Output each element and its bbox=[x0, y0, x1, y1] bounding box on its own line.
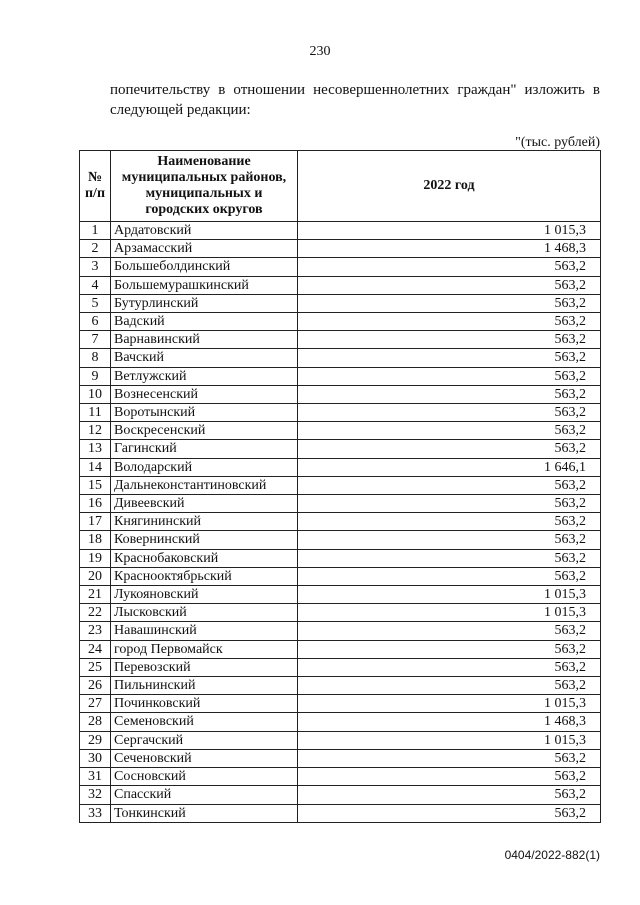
row-value: 563,2 bbox=[298, 313, 601, 331]
table-row bbox=[80, 677, 601, 695]
table-row bbox=[80, 222, 601, 240]
row-name: Тонкинский bbox=[111, 804, 298, 822]
intro-paragraph bbox=[110, 80, 600, 120]
table-row bbox=[80, 495, 601, 513]
row-value: 563,2 bbox=[298, 640, 601, 658]
table-row bbox=[80, 476, 601, 494]
row-number: 27 bbox=[80, 695, 111, 713]
row-name: Сергачский bbox=[111, 731, 298, 749]
table-row bbox=[80, 513, 601, 531]
table-header-row bbox=[80, 151, 601, 222]
row-number: 22 bbox=[80, 604, 111, 622]
row-value: 1 015,3 bbox=[298, 604, 601, 622]
table-row bbox=[80, 385, 601, 403]
row-number: 21 bbox=[80, 586, 111, 604]
row-value: 563,2 bbox=[298, 549, 601, 567]
row-number: 15 bbox=[80, 476, 111, 494]
row-number: 7 bbox=[80, 331, 111, 349]
row-name: Перевозский bbox=[111, 658, 298, 676]
row-name: Лысковский bbox=[111, 604, 298, 622]
row-name: Семеновский bbox=[111, 713, 298, 731]
row-number: 16 bbox=[80, 495, 111, 513]
table-row bbox=[80, 313, 601, 331]
table-row bbox=[80, 349, 601, 367]
row-name: Пильнинский bbox=[111, 677, 298, 695]
row-value: 563,2 bbox=[298, 331, 601, 349]
table-row bbox=[80, 567, 601, 585]
row-number: 33 bbox=[80, 804, 111, 822]
row-name: Краснобаковский bbox=[111, 549, 298, 567]
row-number: 13 bbox=[80, 440, 111, 458]
row-name: Ардатовский bbox=[111, 222, 298, 240]
row-number: 6 bbox=[80, 313, 111, 331]
row-name: Дивеевский bbox=[111, 495, 298, 513]
row-value: 563,2 bbox=[298, 367, 601, 385]
row-name: Лукояновский bbox=[111, 586, 298, 604]
row-number: 24 bbox=[80, 640, 111, 658]
row-name: Ветлужский bbox=[111, 367, 298, 385]
row-number: 3 bbox=[80, 258, 111, 276]
row-name: Бутурлинский bbox=[111, 294, 298, 312]
row-number: 31 bbox=[80, 768, 111, 786]
row-value: 563,2 bbox=[298, 495, 601, 513]
intro-line-1: попечительству в отношении несовершеннолетних граждан" изложить в bbox=[110, 82, 600, 98]
row-name: Спасский bbox=[111, 786, 298, 804]
allocation-table bbox=[79, 150, 601, 823]
unit-note: "(тыс. рублей) bbox=[515, 135, 600, 150]
table-row bbox=[80, 749, 601, 767]
table-row bbox=[80, 276, 601, 294]
row-value: 1 015,3 bbox=[298, 695, 601, 713]
row-name: город Первомайск bbox=[111, 640, 298, 658]
row-value: 1 015,3 bbox=[298, 731, 601, 749]
row-name: Воротынский bbox=[111, 404, 298, 422]
row-value: 563,2 bbox=[298, 804, 601, 822]
row-value: 563,2 bbox=[298, 786, 601, 804]
row-number: 9 bbox=[80, 367, 111, 385]
row-value: 563,2 bbox=[298, 294, 601, 312]
row-name: Гагинский bbox=[111, 440, 298, 458]
row-number: 18 bbox=[80, 531, 111, 549]
row-number: 19 bbox=[80, 549, 111, 567]
table-row bbox=[80, 258, 601, 276]
row-value: 563,2 bbox=[298, 513, 601, 531]
row-name: Вадский bbox=[111, 313, 298, 331]
row-value: 563,2 bbox=[298, 422, 601, 440]
row-number: 26 bbox=[80, 677, 111, 695]
row-value: 1 646,1 bbox=[298, 458, 601, 476]
row-value: 563,2 bbox=[298, 677, 601, 695]
row-number: 30 bbox=[80, 749, 111, 767]
table-row bbox=[80, 240, 601, 258]
row-name: Большеболдинский bbox=[111, 258, 298, 276]
row-name: Вачский bbox=[111, 349, 298, 367]
row-name: Арзамасский bbox=[111, 240, 298, 258]
row-number: 23 bbox=[80, 622, 111, 640]
row-number: 11 bbox=[80, 404, 111, 422]
row-value: 563,2 bbox=[298, 349, 601, 367]
row-value: 563,2 bbox=[298, 567, 601, 585]
row-value: 563,2 bbox=[298, 258, 601, 276]
table-body bbox=[80, 222, 601, 823]
row-name: Володарский bbox=[111, 458, 298, 476]
row-number: 14 bbox=[80, 458, 111, 476]
row-name: Сосновский bbox=[111, 768, 298, 786]
table-row bbox=[80, 549, 601, 567]
table-row bbox=[80, 713, 601, 731]
row-name: Ковернинский bbox=[111, 531, 298, 549]
row-number: 20 bbox=[80, 567, 111, 585]
row-value: 563,2 bbox=[298, 658, 601, 676]
row-name: Сеченовский bbox=[111, 749, 298, 767]
table-row bbox=[80, 458, 601, 476]
table-row bbox=[80, 640, 601, 658]
document-code: 0404/2022-882(1) bbox=[504, 848, 600, 862]
row-value: 563,2 bbox=[298, 440, 601, 458]
table-row bbox=[80, 786, 601, 804]
row-value: 563,2 bbox=[298, 385, 601, 403]
table-row bbox=[80, 422, 601, 440]
row-value: 563,2 bbox=[298, 276, 601, 294]
table-row bbox=[80, 404, 601, 422]
header-number: № п/п bbox=[80, 151, 111, 222]
row-value: 1 468,3 bbox=[298, 240, 601, 258]
row-name: Большемурашкинский bbox=[111, 276, 298, 294]
table-row bbox=[80, 731, 601, 749]
table-row bbox=[80, 294, 601, 312]
row-name: Навашинский bbox=[111, 622, 298, 640]
row-name: Вознесенский bbox=[111, 385, 298, 403]
row-name: Варнавинский bbox=[111, 331, 298, 349]
intro-line-2: следующей редакции: bbox=[110, 102, 251, 118]
row-number: 25 bbox=[80, 658, 111, 676]
table-row bbox=[80, 622, 601, 640]
row-value: 1 015,3 bbox=[298, 586, 601, 604]
row-number: 29 bbox=[80, 731, 111, 749]
row-value: 563,2 bbox=[298, 476, 601, 494]
table-row bbox=[80, 331, 601, 349]
row-name: Воскресенский bbox=[111, 422, 298, 440]
table-row bbox=[80, 440, 601, 458]
row-name: Починковский bbox=[111, 695, 298, 713]
row-number: 28 bbox=[80, 713, 111, 731]
row-value: 1 015,3 bbox=[298, 222, 601, 240]
table-row bbox=[80, 604, 601, 622]
row-name: Дальнеконстантиновский bbox=[111, 476, 298, 494]
row-number: 32 bbox=[80, 786, 111, 804]
row-value: 563,2 bbox=[298, 531, 601, 549]
table-row bbox=[80, 531, 601, 549]
table-row bbox=[80, 804, 601, 822]
row-number: 12 bbox=[80, 422, 111, 440]
row-value: 563,2 bbox=[298, 404, 601, 422]
row-number: 8 bbox=[80, 349, 111, 367]
row-value: 563,2 bbox=[298, 749, 601, 767]
row-number: 17 bbox=[80, 513, 111, 531]
table-row bbox=[80, 695, 601, 713]
row-number: 10 bbox=[80, 385, 111, 403]
header-year: 2022 год bbox=[298, 151, 601, 222]
table-row bbox=[80, 586, 601, 604]
row-number: 4 bbox=[80, 276, 111, 294]
table-row bbox=[80, 658, 601, 676]
row-number: 2 bbox=[80, 240, 111, 258]
row-value: 563,2 bbox=[298, 622, 601, 640]
table-row bbox=[80, 367, 601, 385]
row-name: Княгининский bbox=[111, 513, 298, 531]
row-value: 1 468,3 bbox=[298, 713, 601, 731]
header-name: Наименование муниципальных районов, муниципальных и городских округов bbox=[111, 151, 298, 222]
row-value: 563,2 bbox=[298, 768, 601, 786]
row-number: 5 bbox=[80, 294, 111, 312]
page-number: 230 bbox=[309, 44, 331, 59]
row-name: Краснооктябрьский bbox=[111, 567, 298, 585]
row-number: 1 bbox=[80, 222, 111, 240]
table-row bbox=[80, 768, 601, 786]
